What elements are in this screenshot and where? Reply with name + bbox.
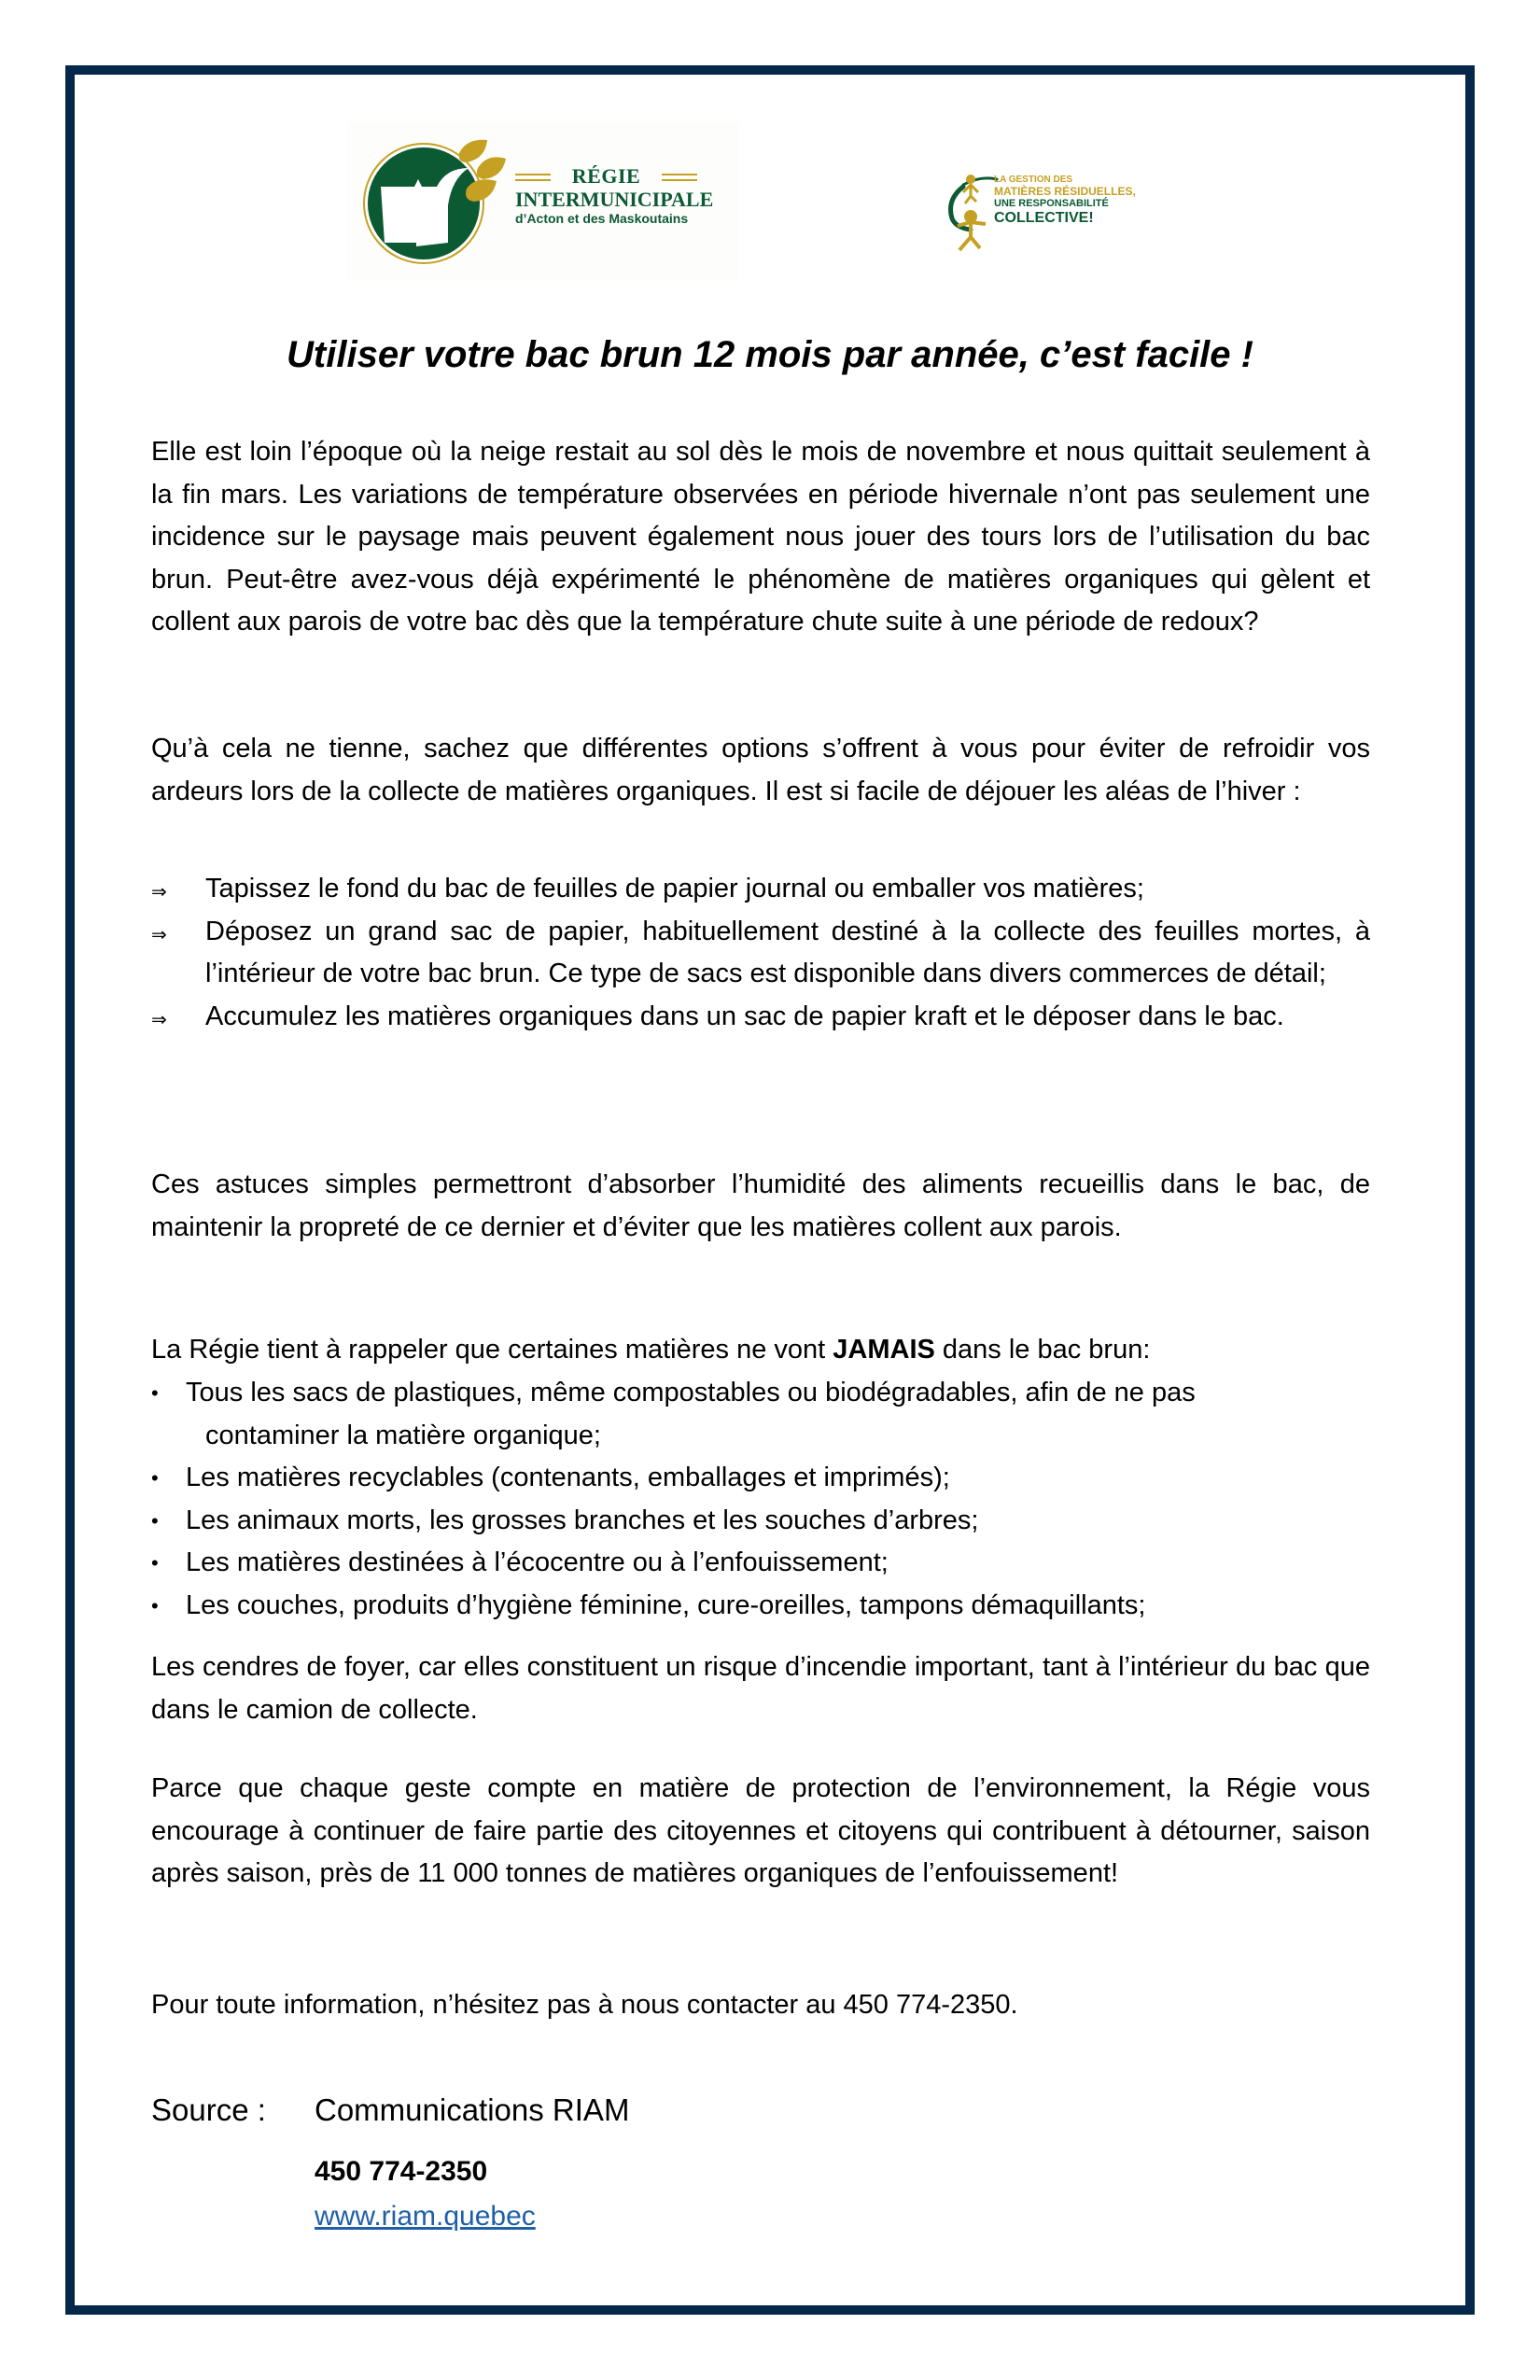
list-item	[151, 996, 1370, 1039]
source-label: Source :	[151, 2093, 266, 2127]
logo-acton-line: d’Acton et des Maskoutains	[515, 211, 689, 226]
bullet-icon: •	[151, 1381, 159, 1405]
campaign-line-1: LA GESTION DES	[994, 175, 1073, 185]
campaign-logo-text	[994, 174, 1136, 226]
never-intro-before: La Régie tient à rappeler que certaines matières ne vont	[151, 1335, 833, 1365]
never-item-continuation: contaminer la matière organique;	[205, 1420, 601, 1450]
regie-logo-text	[515, 164, 739, 226]
logo-intermunicipale-line: INTERMUNICIPALE	[515, 188, 714, 211]
tip-text: Accumulez les matières organiques dans un sac de papier kraft et le déposer dans le bac.	[205, 1001, 1284, 1031]
never-emphasis: JAMAIS	[833, 1335, 935, 1365]
logo-regie-line: RÉGIE	[515, 164, 697, 189]
tip-text: Tapissez le fond du bac de feuilles de papier journal ou emballer vos matières;	[205, 874, 1144, 903]
list-item	[151, 1585, 1370, 1628]
never-intro-paragraph	[151, 1329, 1370, 1372]
list-item	[151, 1457, 1370, 1500]
never-item-text: Les matières recyclables (contenants, emballages et imprimés);	[186, 1463, 950, 1492]
regie-emblem-icon	[347, 121, 515, 280]
bullet-icon: •	[151, 1508, 159, 1533]
tip-text: Déposez un grand sac de papier, habituellement destiné à la collecte des feuilles mortes, à l’intérieur de votre bac brun. Ce type de sacs est disponible dans divers commerces de détail;	[205, 916, 1370, 988]
never-item-text: Les matières destinées à l’écocentre ou à l’enfouissement;	[186, 1547, 889, 1577]
source-value: Communications RIAM	[315, 2093, 630, 2127]
arrow-icon: ⇒	[151, 1009, 167, 1030]
page-title: Utiliser votre bac brun 12 mois par année, c’est facile !	[287, 334, 1253, 375]
list-item	[151, 1542, 1370, 1585]
list-item	[151, 868, 1370, 911]
tips-result-paragraph: Ces astuces simples permettront d’absorber l’humidité des aliments recueillis dans le bac, de maintenir la propreté de ce dernier et d’éviter que les matières collent aux parois.	[151, 1169, 1370, 1242]
source-phone: 450 774-2350	[315, 2156, 488, 2187]
closing-paragraph: Parce que chaque geste compte en matière de protection de l’environnement, la Régie vous encourage à continuer de faire partie des citoyennes et citoyens qui contribuent à détourner, saison après saison, près de 11 000 tonnes de matières organiques de l’enfouissement!	[151, 1773, 1370, 1888]
never-item-text: Les animaux morts, les grosses branches et les souches d’arbres;	[186, 1505, 979, 1535]
options-paragraph: Qu’à cela ne tienne, sachez que différentes options s’offrent à vous pour éviter de refroidir vos ardeurs lors de la collecte de matières organiques. Il est si facile de déjouer les aléas de l’hiver :	[151, 734, 1370, 806]
arrow-icon: ⇒	[151, 924, 167, 945]
people-circle-icon	[943, 159, 999, 261]
contact-paragraph: Pour toute information, n’hésitez pas à nous contacter au 450 774-2350.	[151, 1990, 1018, 2020]
bullet-icon: •	[151, 1551, 159, 1575]
intro-paragraph: Elle est loin l’époque où la neige restait au sol dès le mois de novembre et nous quittait seulement à la fin mars. Les variations de température observées en période hivernale n’ont pas seulement une incidence sur le paysage mais peuvent également nous jouer des tours lors de l’utilisation du bac brun. Peut-être avez-vous déjà expérimenté le phénomène de matières organiques qui gèlent et collent aux parois de votre bac dès que la température chute suite à une période de redoux?	[151, 437, 1370, 637]
ashes-paragraph: Les cendres de foyer, car elles constituent un risque d’incendie important, tant à l’intérieur du bac que dans le camion de collecte.	[151, 1652, 1370, 1725]
never-item-text: Tous les sacs de plastiques, même compostables ou biodégradables, afin de ne pas	[186, 1378, 1196, 1407]
never-intro-after: dans le bac brun:	[934, 1335, 1151, 1365]
never-item-text: Les couches, produits d’hygiène féminine, cure-oreilles, tampons démaquillants;	[186, 1589, 1146, 1620]
campaign-logo	[943, 159, 1157, 261]
campaign-line-2: MATIÈRES RÉSIDUELLES,	[994, 185, 1136, 198]
list-item	[151, 1500, 1370, 1543]
arrow-icon: ⇒	[151, 882, 167, 903]
website-link[interactable]: www.riam.quebec	[315, 2201, 536, 2232]
bullet-icon: •	[151, 1593, 159, 1617]
list-item	[151, 911, 1370, 996]
list-item	[151, 1372, 1370, 1457]
campaign-line-4: COLLECTIVE!	[994, 210, 1094, 226]
campaign-line-3: UNE RESPONSABILITÉ	[994, 198, 1109, 209]
tips-list	[151, 868, 1370, 1038]
never-list	[151, 1372, 1370, 1627]
bullet-icon: •	[151, 1466, 159, 1490]
regie-logo	[347, 121, 739, 280]
